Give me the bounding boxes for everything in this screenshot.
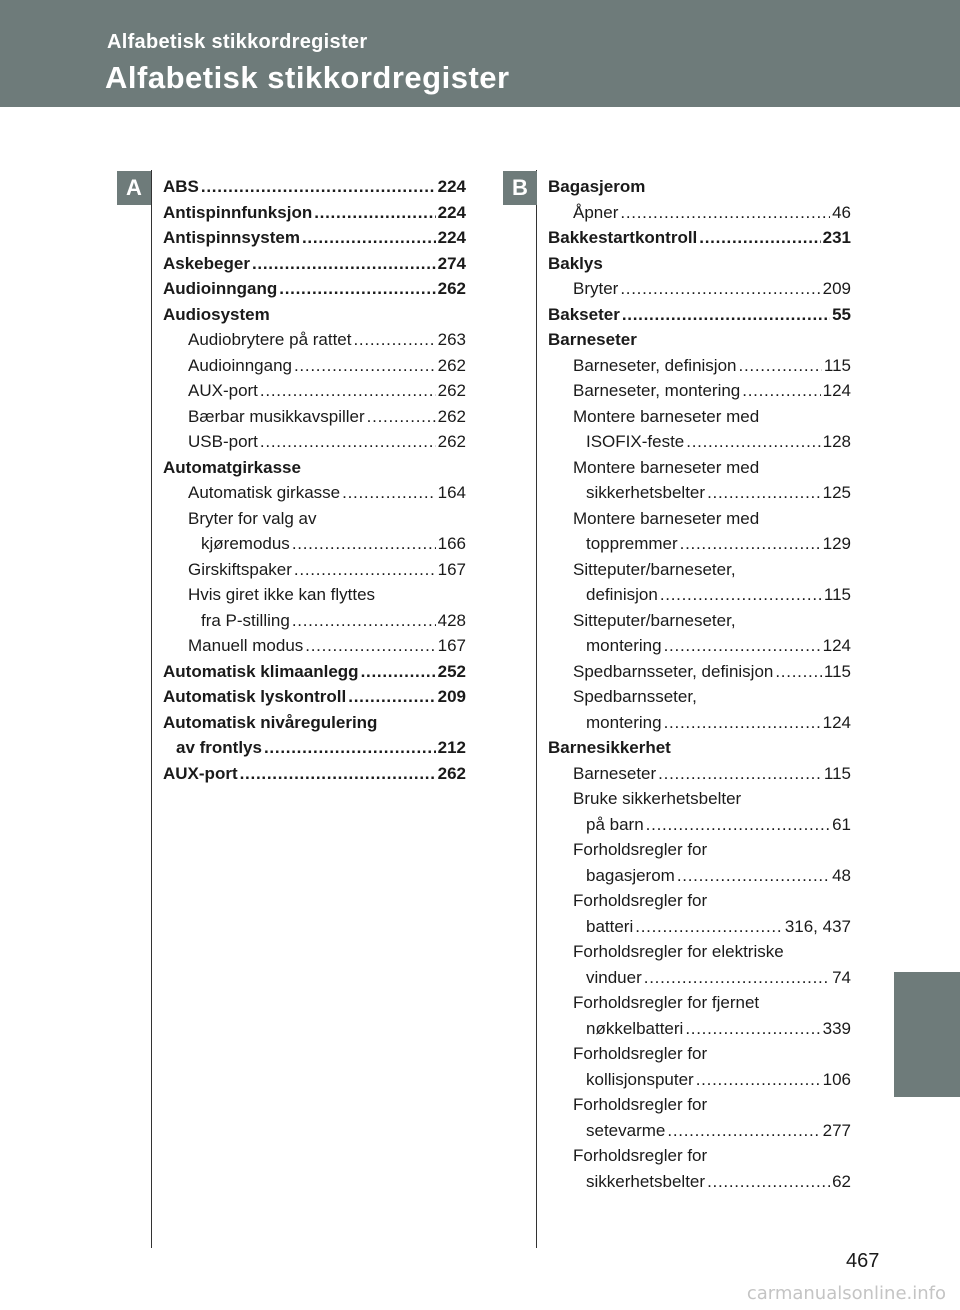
leader-dots: [742, 381, 820, 401]
index-term: Barneseter, definisjon: [573, 355, 737, 375]
index-term: Automatisk nivåregulering: [163, 712, 378, 732]
index-entry: [163, 636, 466, 662]
index-entry: [163, 662, 466, 688]
index-entry: [163, 738, 466, 764]
index-term: Bagasjerom: [548, 177, 646, 196]
index-page-ref: 166: [437, 534, 466, 553]
index-term: kollisjonsputer: [586, 1069, 694, 1089]
column-divider-a: [151, 170, 152, 1248]
index-term: Bryter for valg av: [188, 508, 317, 528]
index-entry: [548, 1019, 851, 1045]
index-term: Automatisk klimaanlegg: [163, 661, 359, 681]
index-term: Automatisk lyskontroll: [163, 687, 347, 706]
index-term: bagasjerom: [586, 865, 675, 885]
index-entry: [548, 866, 851, 892]
index-entry: [548, 815, 851, 841]
index-entry: [548, 993, 851, 1019]
index-entry: [548, 968, 851, 994]
leader-dots: [635, 917, 783, 937]
index-page-ref: 167: [437, 559, 466, 579]
index-entry: [163, 381, 466, 407]
index-page-ref: 115: [823, 355, 851, 375]
index-entry: [163, 687, 466, 713]
index-page-ref: 128: [822, 432, 851, 451]
index-term: Forholdsregler for: [573, 1095, 708, 1114]
index-term: fra P-stilling: [201, 610, 290, 630]
leader-dots: [305, 636, 435, 656]
leader-dots: [342, 483, 436, 503]
index-page-ref: 167: [437, 636, 466, 655]
leader-dots: [353, 330, 435, 350]
index-term: Audioinngang: [163, 279, 278, 298]
index-term: toppremmer: [586, 534, 678, 553]
leader-dots: [201, 177, 436, 197]
index-term: Bryter: [573, 279, 619, 298]
index-term: Barnesikkerhet: [548, 738, 671, 757]
index-page-ref: 252: [437, 661, 466, 681]
index-term: definisjon: [586, 585, 658, 604]
index-page-ref: 262: [437, 279, 466, 298]
leader-dots: [314, 203, 435, 223]
index-entry: [163, 228, 466, 254]
index-entry: [548, 1070, 851, 1096]
leader-dots: [260, 381, 436, 401]
leader-dots: [292, 534, 436, 554]
index-entry: [163, 534, 466, 560]
index-page-ref: 231: [822, 228, 851, 247]
index-entry: [548, 636, 851, 662]
index-entry: [548, 611, 851, 637]
index-page-ref: 263: [437, 330, 466, 349]
leader-dots: [667, 1121, 820, 1141]
index-term: Forholdsregler for: [573, 1146, 708, 1165]
leader-dots: [677, 866, 830, 886]
index-page-ref: 115: [823, 661, 851, 681]
index-page-ref: 339: [822, 1018, 851, 1038]
index-term: Automatgirkasse: [163, 457, 301, 477]
leader-dots: [775, 662, 822, 682]
index-entry: [163, 458, 466, 484]
index-term: Barneseter: [548, 330, 637, 349]
index-term: Bruke sikkerhetsbelter: [573, 789, 742, 808]
index-term: batteri: [586, 916, 634, 936]
index-entry: [163, 432, 466, 458]
index-entry: [163, 585, 466, 611]
index-page-ref: 61: [832, 814, 851, 834]
index-entry: [163, 203, 466, 229]
index-entry: [548, 662, 851, 688]
index-entry: [548, 1095, 851, 1121]
index-entry: [548, 942, 851, 968]
index-entry: [548, 356, 851, 382]
leader-dots: [699, 228, 820, 248]
index-page-ref: 224: [437, 228, 466, 247]
index-entry: [548, 1172, 851, 1198]
index-term: Barneseter: [573, 763, 657, 783]
index-entry: [548, 432, 851, 458]
index-term: kjøremodus: [201, 534, 290, 553]
index-term: Spedbarnsseter,: [573, 687, 697, 706]
index-term: Spedbarnsseter, definisjon: [573, 661, 774, 681]
index-entry: [163, 305, 466, 331]
index-term: Bakseter: [548, 304, 620, 324]
index-page-ref: 316, 437: [784, 916, 851, 936]
leader-dots: [294, 356, 436, 376]
leader-dots: [620, 279, 820, 299]
index-page-ref: 164: [437, 483, 466, 502]
index-page-ref: 48: [832, 865, 851, 885]
index-term: Manuell modus: [188, 636, 304, 655]
index-entry: [163, 279, 466, 305]
index-term: Barneseter, montering: [573, 381, 741, 400]
index-page-ref: 212: [437, 738, 466, 757]
index-term: på barn: [586, 814, 644, 834]
leader-dots: [294, 560, 436, 580]
leader-dots: [707, 483, 821, 503]
watermark: carmanualsonline.info: [746, 1283, 946, 1304]
index-term: Audiobrytere på rattet: [188, 330, 352, 349]
index-term: Girskiftspaker: [188, 559, 292, 579]
index-term: montering: [586, 636, 662, 655]
leader-dots: [361, 662, 436, 682]
index-entry: [548, 585, 851, 611]
index-term: Forholdsregler for: [573, 840, 708, 859]
leader-dots: [707, 1172, 830, 1192]
index-term: Askebeger: [163, 253, 250, 273]
index-column-b: [548, 177, 851, 1197]
index-page-ref: 74: [832, 967, 851, 987]
index-entry: [163, 177, 466, 203]
leader-dots: [240, 764, 436, 784]
index-page-ref: 106: [822, 1069, 851, 1089]
index-page-ref: 209: [822, 279, 851, 298]
index-entry: [548, 1121, 851, 1147]
index-term: montering: [586, 712, 662, 732]
index-entry: [548, 330, 851, 356]
index-page-ref: 115: [823, 585, 851, 604]
leader-dots: [680, 534, 821, 554]
index-term: Forholdsregler for elektriske: [573, 942, 784, 961]
leader-dots: [664, 713, 821, 733]
index-term: USB-port: [188, 432, 258, 451]
index-term: Audiosystem: [163, 304, 270, 324]
index-entry: [548, 917, 851, 943]
index-page-ref: 274: [437, 253, 466, 273]
index-entry: [548, 891, 851, 917]
index-entry: [548, 560, 851, 586]
leader-dots: [302, 228, 436, 248]
index-term: sikkerhetsbelter: [586, 483, 706, 502]
leader-dots: [252, 254, 436, 274]
letter-a-marker: A: [117, 171, 151, 205]
index-page-ref: 428: [437, 610, 466, 630]
index-entry: [548, 738, 851, 764]
index-entry: [163, 254, 466, 280]
page-title: Alfabetisk stikkordregister: [105, 60, 510, 95]
index-term: Åpner: [573, 202, 619, 222]
chapter-tab: [894, 972, 960, 1097]
index-term: av frontlys: [176, 738, 262, 757]
index-page-ref: 262: [437, 432, 466, 451]
index-entry: [548, 509, 851, 535]
index-entry: [548, 1044, 851, 1070]
index-page-ref: 262: [437, 355, 466, 375]
index-page-ref: 124: [822, 636, 851, 655]
index-term: Forholdsregler for fjernet: [573, 993, 760, 1012]
leader-dots: [622, 305, 830, 325]
index-term: Bakkestartkontroll: [548, 228, 698, 247]
index-entry: [548, 789, 851, 815]
index-entry: [163, 764, 466, 790]
index-page-ref: 262: [437, 406, 466, 426]
index-entry: [548, 381, 851, 407]
index-term: Hvis giret ikke kan flyttes: [188, 585, 376, 604]
index-term: Sitteputer/barneseter,: [573, 559, 736, 579]
index-page-ref: 124: [822, 712, 851, 732]
index-page-ref: 125: [822, 483, 851, 502]
index-entry: [548, 1146, 851, 1172]
index-entry: [163, 560, 466, 586]
leader-dots: [260, 432, 436, 452]
index-page-ref: 124: [822, 381, 851, 400]
column-divider-b: [536, 170, 537, 1248]
index-entry: [163, 509, 466, 535]
index-term: ABS: [163, 177, 199, 196]
index-entry: [548, 305, 851, 331]
leader-dots: [660, 585, 822, 605]
index-term: Audioinngang: [188, 355, 292, 375]
leader-dots: [348, 687, 435, 707]
index-entry: [548, 713, 851, 739]
index-term: Bærbar musikkavspiller: [188, 406, 365, 426]
index-page-ref: 277: [822, 1120, 851, 1140]
index-entry: [548, 407, 851, 433]
letter-b-marker: B: [503, 171, 537, 205]
index-entry: [163, 713, 466, 739]
leader-dots: [696, 1070, 821, 1090]
index-term: sikkerhetsbelter: [586, 1171, 706, 1191]
index-entry: [548, 177, 851, 203]
index-page-ref: 55: [832, 304, 851, 324]
index-entry: [163, 483, 466, 509]
index-term: AUX-port: [188, 381, 258, 400]
index-term: Montere barneseter med: [573, 508, 760, 528]
leader-dots: [620, 203, 830, 223]
index-page-ref: 209: [437, 687, 466, 706]
index-entry: [548, 483, 851, 509]
leader-dots: [279, 279, 435, 299]
index-entry: [548, 279, 851, 305]
leader-dots: [292, 611, 436, 631]
leader-dots: [664, 636, 821, 656]
index-entry: [163, 356, 466, 382]
index-term: nøkkelbatteri: [586, 1018, 684, 1038]
index-page-ref: 262: [437, 763, 466, 783]
index-entry: [548, 254, 851, 280]
index-term: Sitteputer/barneseter,: [573, 610, 736, 630]
index-entry: [163, 611, 466, 637]
index-entry: [548, 840, 851, 866]
index-term: setevarme: [586, 1120, 666, 1140]
index-term: Montere barneseter med: [573, 457, 760, 477]
leader-dots: [686, 432, 820, 452]
index-entry: [548, 687, 851, 713]
index-entry: [548, 458, 851, 484]
index-page-ref: 224: [437, 202, 466, 222]
leader-dots: [685, 1019, 820, 1039]
section-title: Alfabetisk stikkordregister: [107, 31, 368, 53]
index-term: vinduer: [586, 967, 642, 987]
leader-dots: [644, 968, 830, 988]
index-page-ref: 224: [437, 177, 466, 196]
index-term: Automatisk girkasse: [188, 483, 341, 502]
index-term: Antispinnsystem: [163, 228, 300, 247]
leader-dots: [367, 407, 436, 427]
page-number: 467: [846, 1250, 880, 1272]
index-term: AUX-port: [163, 763, 238, 783]
leader-dots: [646, 815, 830, 835]
index-term: Forholdsregler for: [573, 1044, 708, 1063]
leader-dots: [739, 356, 822, 376]
index-page-ref: 115: [823, 763, 851, 783]
index-entry: [548, 203, 851, 229]
index-entry: [163, 407, 466, 433]
index-term: Montere barneseter med: [573, 406, 760, 426]
index-column-a: [163, 177, 466, 789]
index-entry: [548, 534, 851, 560]
page-header: [0, 0, 960, 107]
index-page-ref: 129: [822, 534, 851, 553]
leader-dots: [658, 764, 822, 784]
index-page-ref: 62: [832, 1171, 851, 1191]
index-page-ref: 46: [832, 202, 851, 222]
index-entry: [548, 228, 851, 254]
index-term: Baklys: [548, 253, 603, 273]
index-term: Forholdsregler for: [573, 891, 708, 910]
index-term: ISOFIX-feste: [586, 432, 685, 451]
leader-dots: [264, 738, 436, 758]
index-entry: [548, 764, 851, 790]
index-term: Antispinnfunksjon: [163, 202, 313, 222]
index-entry: [163, 330, 466, 356]
index-page-ref: 262: [437, 381, 466, 400]
